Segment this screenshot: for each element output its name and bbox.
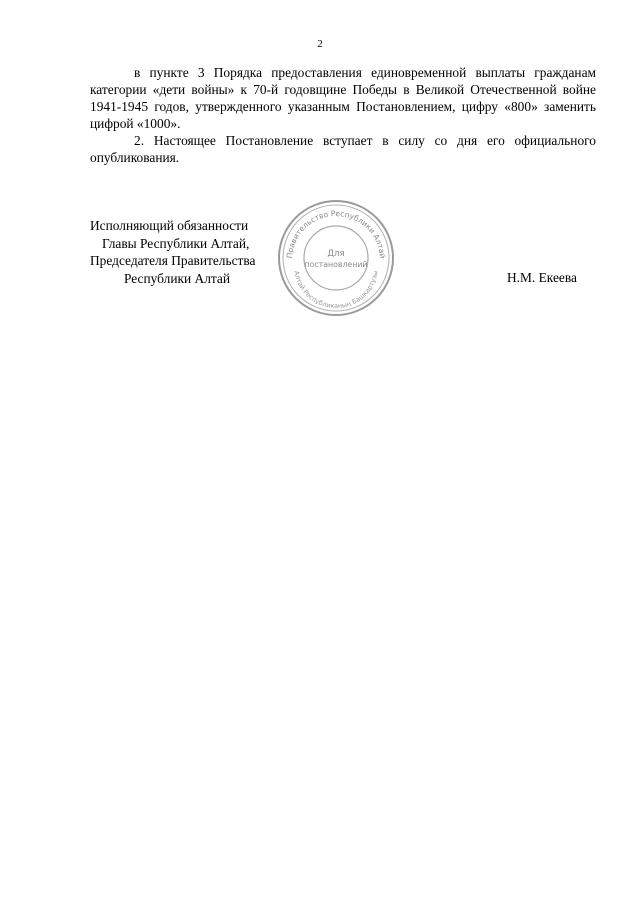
signature-position-line-2: Главы Республики Алтай, (102, 235, 250, 251)
paragraph-amendment: в пункте 3 Порядка предоставления единовременной выплаты гражданам категории «дети войны» к 70-й годовщине Победы в Великой Отечественной войне 1941-1945 годов, утвержденного указанным Постановлением, цифру «800» заменить цифрой «1000». (90, 65, 596, 131)
signature-position-line-1: Исполняющий обязанности (90, 218, 249, 233)
seal-center-line-1: Для (327, 249, 345, 259)
seal-outer-text: Правительство Республики Алтай (284, 208, 388, 259)
signature-position-line-3: Председателя Правительства (90, 253, 256, 268)
seal-center-line-2: постановлений (304, 260, 368, 269)
signature-position-line-4: Республики Алтай (124, 270, 231, 286)
seal-outer-text-lower: Алтай Республиканың Башкартузы (292, 270, 380, 311)
page-number: 2 (317, 38, 323, 50)
signature-block (90, 217, 255, 287)
paragraph-effective-date: 2. Настоящее Постановление вступает в силу со дня его официального опубликования. (90, 133, 596, 165)
signer-name: Н.М. Екеева (507, 270, 577, 285)
official-seal (276, 198, 396, 318)
